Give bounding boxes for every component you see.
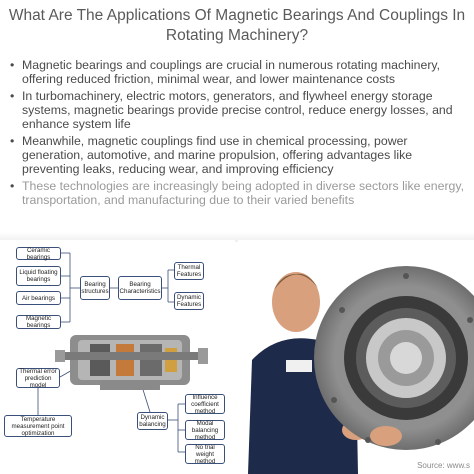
spindle-illustration (55, 335, 208, 390)
thermal-error-model-box: Thermal error prediction model (16, 368, 60, 388)
worker-coupling-photo (238, 240, 474, 474)
bullet-item: • Magnetic bearings and couplings are crucial in numerous rotating machinery, offering reduced friction, minimal wear, and lower maintenance costs (10, 58, 468, 86)
bullet-item: • Meanwhile, magnetic couplings find use in chemical processing, power generation, automotive, and marine propulsion, offering advantages like preventing leaks, reducing wear, and improving efficiency (10, 134, 468, 176)
bullet-list (10, 58, 468, 210)
worker-head (272, 272, 320, 332)
influence-coefficient-box: Influence coefficient method (185, 394, 225, 414)
liquid-floating-bearings-box: Liquid floating bearings (16, 266, 61, 286)
image-source-credit: Source: www.s (417, 461, 470, 470)
bearing-characteristics-box: Bearing Characteristics (118, 276, 162, 300)
magnetic-bearings-box: Magnetic bearings (16, 315, 61, 329)
bullet-item: • These technologies are increasingly being adopted in diverse sectors like energy, transportation, and manufacturing due to their varied benefits (10, 179, 468, 207)
ceramic-bearings-box: Ceramic bearings (16, 247, 61, 260)
photo-illustration (238, 240, 474, 474)
thermal-features-box: Thermal Features (174, 262, 204, 280)
bullet-item: • In turbomachinery, electric motors, generators, and flywheel energy storage systems, magnetic bearings provide precise control, reduce energy losses, and enhance system life (10, 89, 468, 131)
bearing-diagram (0, 240, 235, 474)
no-trial-weight-box: No trial weight method (185, 444, 225, 464)
page-title: What Are The Applications Of Magnetic Bearings And Couplings In Rotating Machinery? (8, 7, 466, 44)
dynamic-features-box: Dynamic Features (174, 292, 204, 310)
dynamic-balancing-box: Dynamic balancing (137, 412, 168, 430)
temp-measurement-box: Temperature measurement point optimization (4, 415, 72, 437)
modal-balancing-box: Modal balancing method (185, 420, 225, 440)
air-bearings-box: Air bearings (16, 291, 61, 305)
bearing-structures-box: Bearing structures (80, 276, 110, 300)
